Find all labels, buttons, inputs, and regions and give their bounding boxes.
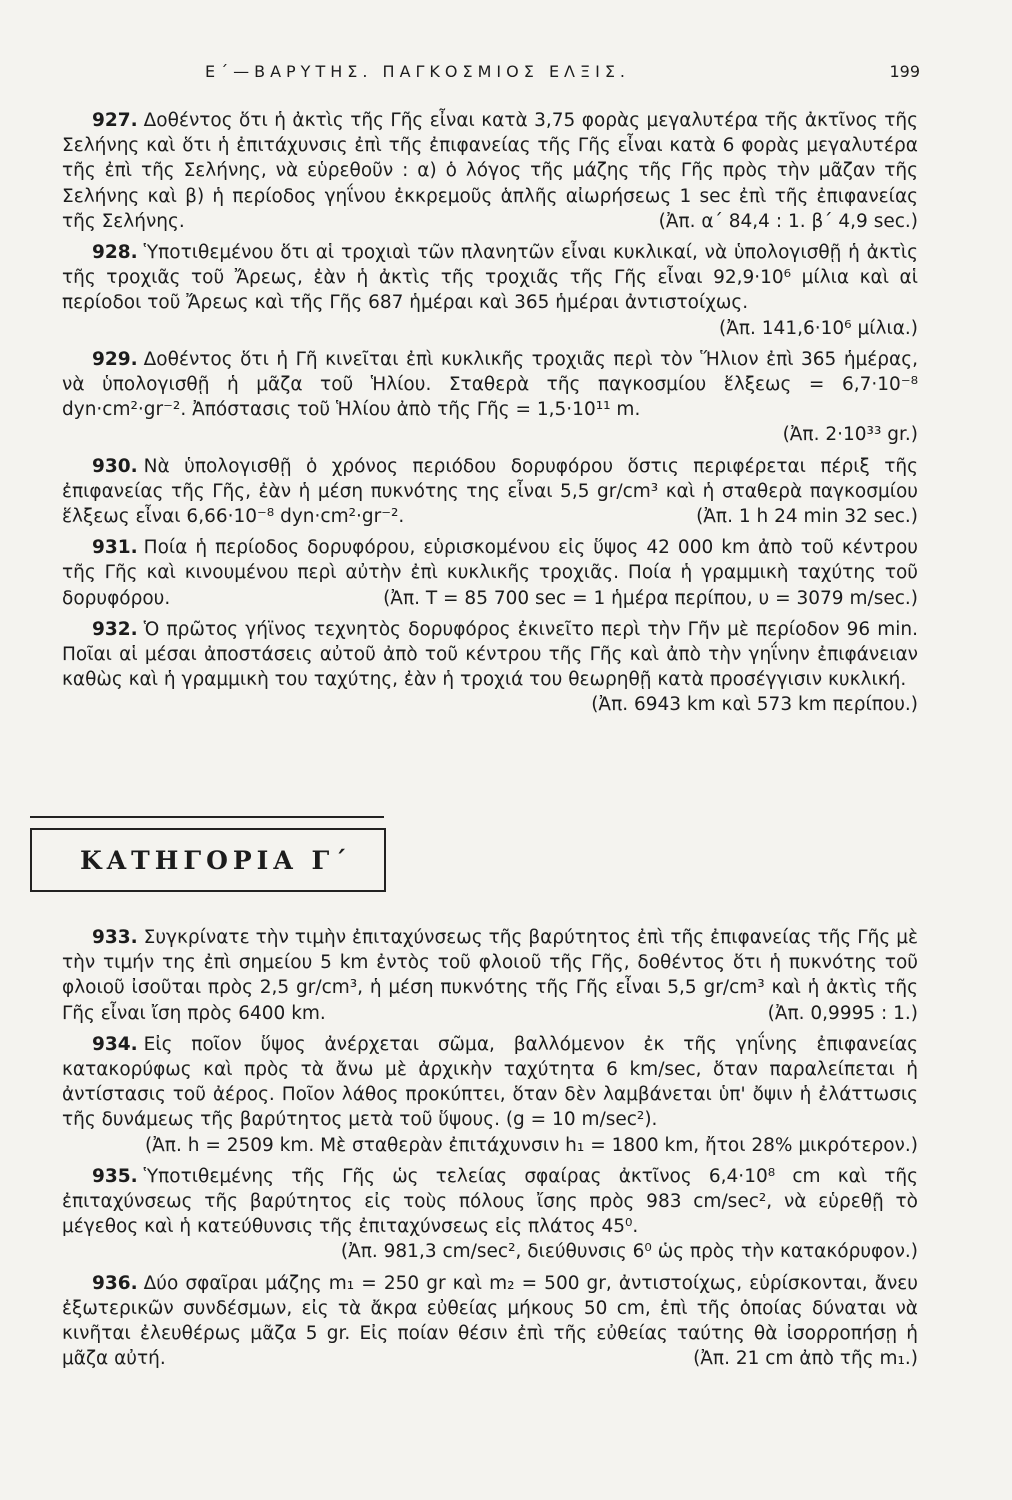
problem-number: 932. (92, 618, 138, 640)
problem-text: Δοθέντος ὅτι ἡ ἀκτὶς τῆς Γῆς εἶναι κατὰ 3,75 φορὰς μεγαλυτέρα τῆς ἀκτῖνος τῆς Σελήνης καὶ ὅτι ἡ ἐπιτάχυνσις ἐπὶ τῆς ἐπιφανείας τῆς Γῆς εἶναι κατὰ 6 φορὰς μεγαλυτέρα τῆς ἐπὶ τῆς Σελήνης, νὰ εὑρεθοῦν : α) ὁ λόγος τῆς μάζης τῆς Γῆς πρὸς τὴν μᾶζαν τῆς Σελήνης καὶ β) ἡ περίοδος γηΐνου ἐκκρεμοῦς ἁπλῆς αἰωρήσεως 1 sec ἐπὶ τῆς ἐπιφανείας τῆς Σελήνης. (62, 110, 918, 232)
problem-text: Δύο σφαῖραι μάζης m₁ = 250 gr καὶ m₂ = 500 gr, ἀντιστοίχως, εὑρίσκονται, ἄνευ ἐξωτερικῶν συνδέσμων, εἰς τὰ ἄκρα εὐθείας μήκους 50 cm, ἐπὶ τῆς ὁποίας δύναται νὰ κινῆται ἐλευθέρως μᾶζα 5 gr. Εἰς ποίαν θέσιν ἐπὶ τῆς εὐθείας ταύτης θὰ ἰσορροπήσῃ ἡ μᾶζα αὐτή. (62, 1272, 918, 1370)
problem-answer: (Ἀπ. h = 2509 km. Μὲ σταθερὰν ἐπιτάχυνσιν h₁ = 1800 km, ἤτοι 28% μικρότερον.) (144, 1134, 918, 1156)
problem-number: 929. (92, 348, 138, 370)
problem-answer: (Ἀπ. 2·10³³ gr.) (782, 424, 918, 446)
problem-answer: (Ἀπ. 6943 km καὶ 573 km περίπου.) (591, 694, 918, 716)
problem-answer: (Ἀπ. 0,9995 : 1.) (767, 1002, 918, 1024)
problem-list-before (62, 108, 918, 718)
problem-934 (62, 1032, 918, 1158)
problem-text: Ὑποτιθεμένης τῆς Γῆς ὡς τελείας σφαίρας ἀκτῖνος 6,4·10⁸ cm καὶ τῆς ἐπιταχύνσεως τῆς βαρύτητος εἰς τοὺς πόλους ἴσης πρὸς 983 cm/sec², νὰ εὑρεθῇ τὸ μέγεθος καὶ ἡ κατεύθυνσις τῆς ἐπιταχύνσεως εἰς πλάτος 45⁰. (62, 1165, 918, 1238)
problem-text: Ὑποτιθεμένου ὅτι αἱ τροχιαὶ τῶν πλανητῶν εἶναι κυκλικαί, νὰ ὑπολογισθῇ ἡ ἀκτὶς τῆς τροχιᾶς τοῦ Ἄρεως, ἐὰν ἡ ἀκτὶς τῆς τροχιᾶς τῆς Γῆς εἶναι 92,9·10⁶ μίλια καὶ αἱ περίοδοι τοῦ Ἄρεως καὶ τῆς Γῆς 687 ἡμέραι καὶ 365 ἡμέραι ἀντιστοίχως. (62, 242, 918, 314)
problem-answer: (Ἀπ. 1 h 24 min 32 sec.) (696, 506, 918, 528)
problem-936 (62, 1271, 918, 1372)
category-heading: ΚΑΤΗΓΟΡΙΑ Γ΄ (80, 846, 352, 875)
problem-number: 927. (92, 110, 138, 131)
problem-text: Ποία ἡ περίοδος δορυφόρου, εὑρισκομένου εἰς ὕψος 42 000 km ἀπὸ τοῦ κέντρου τῆς Γῆς καὶ κινουμένου περὶ αὐτὴν ἐπὶ κυκλικῆς τροχιᾶς. Ποία ἡ γραμμικὴ ταχύτης τοῦ δορυφόρου. (62, 537, 918, 609)
problem-answer: (Ἀπ. α΄ 84,4 : 1. β΄ 4,9 sec.) (658, 210, 918, 232)
problem-931 (62, 535, 918, 611)
problem-933 (62, 925, 918, 1026)
problem-929 (62, 347, 918, 448)
problem-930 (62, 454, 918, 530)
problem-answer: (Ἀπ. 21 cm ἀπὸ τῆς m₁.) (693, 1348, 918, 1370)
problem-927 (62, 108, 918, 234)
category-box (30, 828, 386, 892)
problem-text: Εἰς ποῖον ὕψος ἀνέρχεται σῶμα, βαλλόμενον ἐκ τῆς γηΐνης ἐπιφανείας κατακορύφως καὶ πρὸς τὰ ἄνω μὲ ἀρχικὴν ταχύτητα 6 km/sec, ὅταν παραλείπεται ἡ ἀντίστασις τοῦ ἀέρος. Ποῖον λάθος προκύπτει, ὅταν δὲν λαμβάνεται ὑπ' ὄψιν ἡ ἐλάττωσις τῆς δυνάμεως τῆς βαρύτητος μετὰ τοῦ ὕψους. (g = 10 m/sec²). (62, 1033, 918, 1131)
problem-932 (62, 617, 918, 716)
problem-number: 933. (92, 927, 138, 948)
problem-928 (62, 240, 918, 341)
category-divider (30, 816, 384, 818)
problem-number: 930. (92, 455, 138, 477)
problem-text: Δοθέντος ὅτι ἡ Γῆ κινεῖται ἐπὶ κυκλικῆς τροχιᾶς περὶ τὸν Ἥλιον ἐπὶ 365 ἡμέρας, νὰ ὑπολογισθῇ ἡ μᾶζα τοῦ Ἡλίου. Σταθερὰ τῆς παγκοσμίου ἕλξεως = 6,7·10⁻⁸ dyn·cm²·gr⁻². Ἀπόστασις τοῦ Ἡλίου ἀπὸ τῆς Γῆς = 1,5·10¹¹ m. (62, 348, 918, 421)
problem-number: 931. (92, 537, 138, 559)
problem-text: Νὰ ὑπολογισθῇ ὁ χρόνος περιόδου δορυφόρου ὅστις περιφέρεται πέριξ τῆς ἐπιφανείας τῆς Γῆς, ἐὰν ἡ μέση πυκνότης της εἶναι 5,5 gr/cm³ καὶ ἡ σταθερὰ παγκοσμίου ἕλξεως εἶναι 6,66·10⁻⁸ dyn·cm²·gr⁻². (62, 455, 918, 528)
problem-answer: (Ἀπ. 141,6·10⁶ μίλια.) (719, 317, 918, 339)
problem-text: Ὁ πρῶτος γήϊνος τεχνητὸς δορυφόρος ἐκινεῖτο περὶ τὴν Γῆν μὲ περίοδον 96 min. Ποῖαι αἱ μέσαι ἀποστάσεις αὐτοῦ ἀπὸ τοῦ κέντρου τῆς Γῆς καὶ ἀπὸ τὴν γηΐνην ἐπιφάνειαν καθὼς καὶ ἡ γραμμικὴ του ταχύτης, ἐὰν ἡ τροχιά του θεωρηθῇ κατὰ προσέγγισιν κυκλική. (62, 618, 918, 691)
problem-text: Συγκρίνατε τὴν τιμὴν ἐπιταχύνσεως τῆς βαρύτητος ἐπὶ τῆς ἐπιφανείας τῆς Γῆς μὲ τὴν τιμήν της ἐπὶ σημείου 5 km ἐντὸς τοῦ φλοιοῦ τῆς Γῆς, δοθέντος ὅτι ἡ πυκνότης τοῦ φλοιοῦ ἰσοῦται πρὸς 2,5 gr/cm³, ἡ μέση πυκνότης τῆς Γῆς εἶναι 5,5 gr/cm³ καὶ ἡ ἀκτὶς τῆς Γῆς εἶναι ἴση πρὸς 6400 km. (62, 927, 918, 1024)
problem-answer: (Ἀπ. 981,3 cm/sec², διεύθυνσις 6⁰ ὡς πρὸς τὴν κατακόρυφον.) (340, 1241, 918, 1263)
problem-list-after (62, 925, 918, 1377)
problem-935 (62, 1164, 918, 1265)
problem-number: 935. (92, 1165, 138, 1187)
problem-number: 928. (92, 242, 138, 264)
chapter-title: Ε΄—ΒΑΡΥΤΗΣ. ΠΑΓΚΟΣΜΙΟΣ ΕΛΞΙΣ. (205, 62, 631, 81)
problem-number: 936. (92, 1272, 138, 1294)
problem-number: 934. (92, 1033, 138, 1055)
problem-answer: (Ἀπ. T = 85 700 sec = 1 ἡμέρα περίπου, υ = 3079 m/sec.) (383, 587, 918, 609)
page-number: 199 (889, 62, 920, 81)
